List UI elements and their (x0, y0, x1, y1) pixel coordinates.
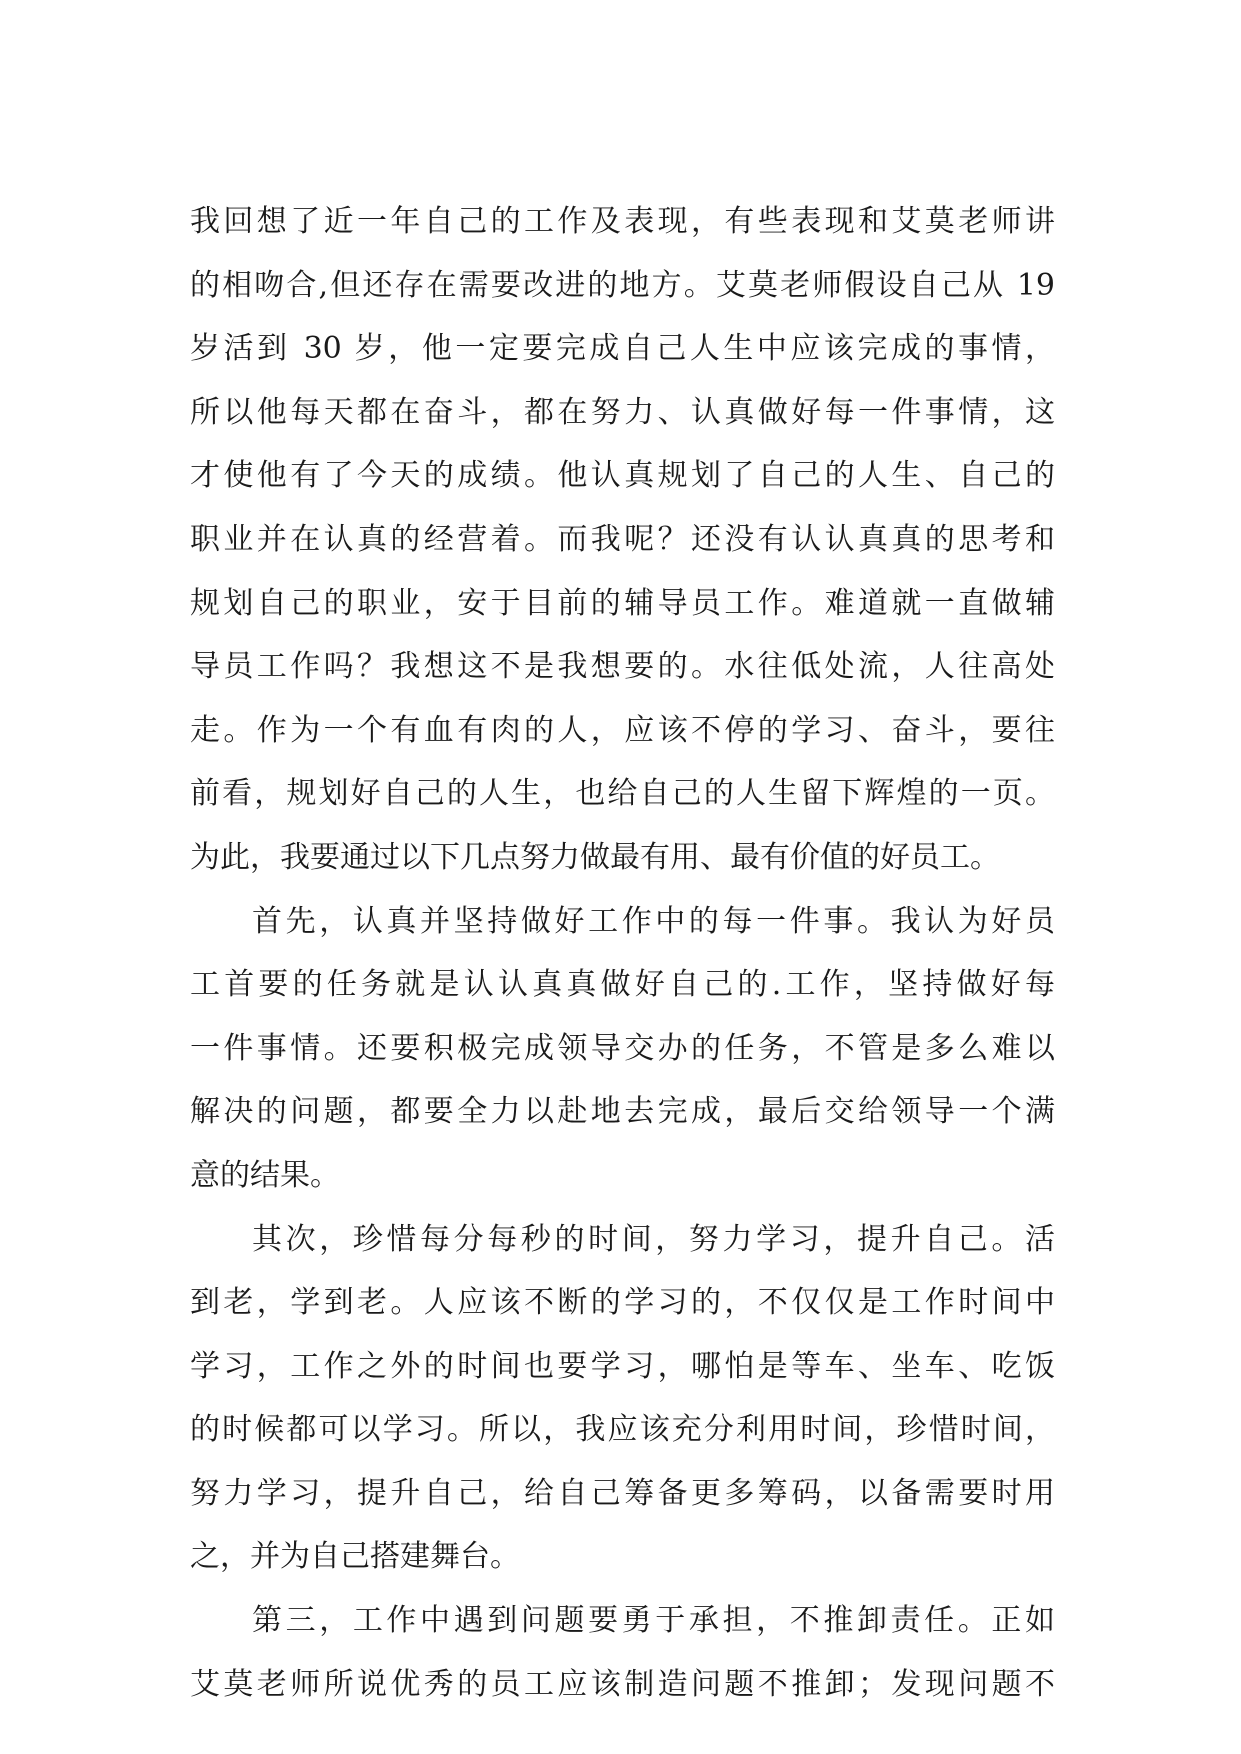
text-line: 职业并在认真的经营着。而我呢？还没有认认真真的思考和 (190, 521, 1055, 557)
text-line: 解决的问题，都要全力以赴地去完成，最后交给领导一个满 (190, 1094, 1055, 1130)
text-line: 导员工作吗？我想这不是我想要的。水往低处流，人往高处 (190, 649, 1055, 685)
text-line: 规划自己的职业，安于目前的辅导员工作。难道就一直做辅 (190, 585, 1055, 621)
text-line: 前看，规划好自己的人生，也给自己的人生留下辉煌的一页。 (190, 776, 1055, 812)
text-line: 我回想了近一年自己的工作及表现，有些表现和艾莫老师讲 (190, 204, 1055, 239)
text-line: 岁活到 30 岁，他一定要完成自己人生中应该完成的事情， (190, 331, 1055, 367)
text-line: 学习，工作之外的时间也要学习，哪怕是等车、坐车、吃饭 (190, 1348, 1055, 1384)
paragraph-first-line: 其次，珍惜每分每秒的时间，努力学习，提升自己。活 (252, 1221, 1055, 1257)
text-line: 的时候都可以学习。所以，我应该充分利用时间，珍惜时间， (190, 1412, 1055, 1448)
text-line: 一件事情。还要积极完成领导交办的任务，不管是多么难以 (190, 1030, 1055, 1066)
paragraph-first-line: 第三，工作中遇到问题要勇于承担，不推卸责任。正如 (252, 1603, 1055, 1639)
text-line: 工首要的任务就是认认真真做好自己的.工作，坚持做好每 (190, 967, 1055, 1003)
text-line: 的相吻合,但还存在需要改进的地方。艾莫老师假设自己从 19 (190, 267, 1055, 303)
text-line: 所以他每天都在奋斗，都在努力、认真做好每一件事情，这 (190, 394, 1055, 430)
paragraph-first-line: 首先，认真并坚持做好工作中的每一件事。我认为好员 (252, 903, 1055, 939)
text-line: 才使他有了今天的成绩。他认真规划了自己的人生、自己的 (190, 458, 1055, 494)
text-line: 之，并为自己搭建舞台。 (190, 1539, 520, 1575)
text-line: 意的结果。 (190, 1157, 340, 1193)
text-line: 到老，学到老。人应该不断的学习的，不仅仅是工作时间中 (190, 1285, 1055, 1321)
text-line: 努力学习，提升自己，给自己筹备更多筹码，以备需要时用 (190, 1475, 1055, 1511)
body-text (190, 190, 1055, 1716)
text-line: 走。作为一个有血有肉的人，应该不停的学习、奋斗，要往 (190, 712, 1055, 748)
text-line: 艾莫老师所说优秀的员工应该制造问题不推卸；发现问题不 (190, 1666, 1055, 1702)
text-line: 为此，我要通过以下几点努力做最有用、最有价值的好员工。 (190, 839, 1000, 875)
